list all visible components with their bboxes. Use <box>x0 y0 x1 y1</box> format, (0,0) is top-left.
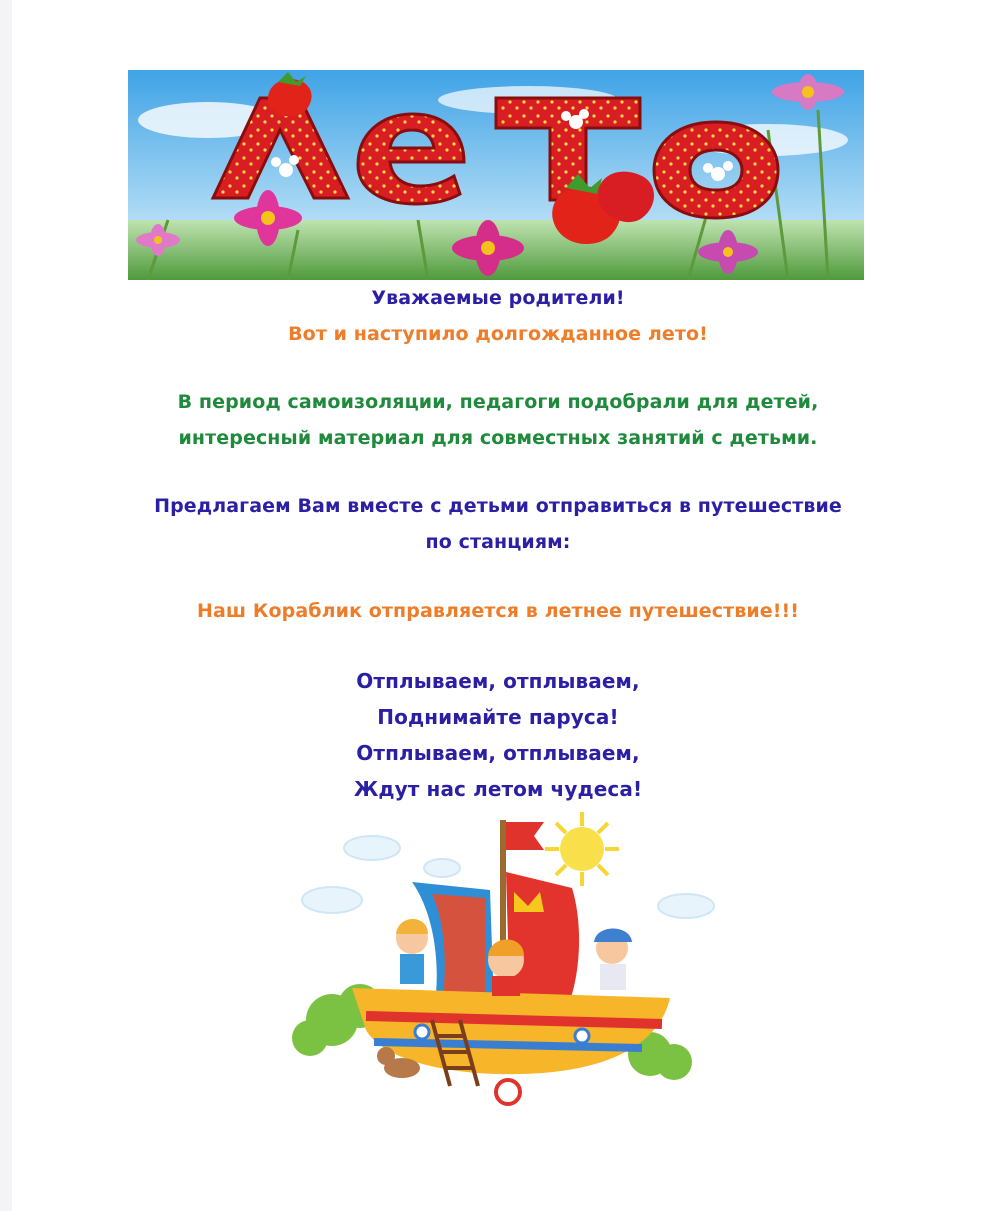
ship-illustration <box>282 810 732 1110</box>
ship-title: Наш Кораблик отправляется в летнее путешествие!!! <box>196 600 800 622</box>
journey-line-2: по станциям: <box>425 531 571 553</box>
poem-line-2: Поднимайте паруса! <box>377 705 619 729</box>
document-page <box>12 0 984 1211</box>
poem-line-1: Отплываем, отплываем, <box>356 669 640 693</box>
summer-banner <box>128 70 864 280</box>
poem-line-4: Ждут нас летом чудеса! <box>353 777 643 801</box>
banner-image <box>128 70 864 280</box>
poem-line-3: Отплываем, отплываем, <box>356 741 640 765</box>
journey-line-1: Предлагаем Вам вместе с детьми отправиться в путешествие <box>154 495 842 517</box>
selfisolation-line-2: интересный материал для совместных занятий с детьми. <box>178 427 818 449</box>
selfisolation-line-1: В период самоизоляции, педагоги подобрали для детей, <box>177 391 819 413</box>
sun-icon <box>545 812 619 886</box>
greeting: Уважаемые родители! <box>371 287 625 309</box>
ship-icon <box>282 810 732 1110</box>
summer-arrived: Вот и наступило долгожданное лето! <box>288 323 708 345</box>
